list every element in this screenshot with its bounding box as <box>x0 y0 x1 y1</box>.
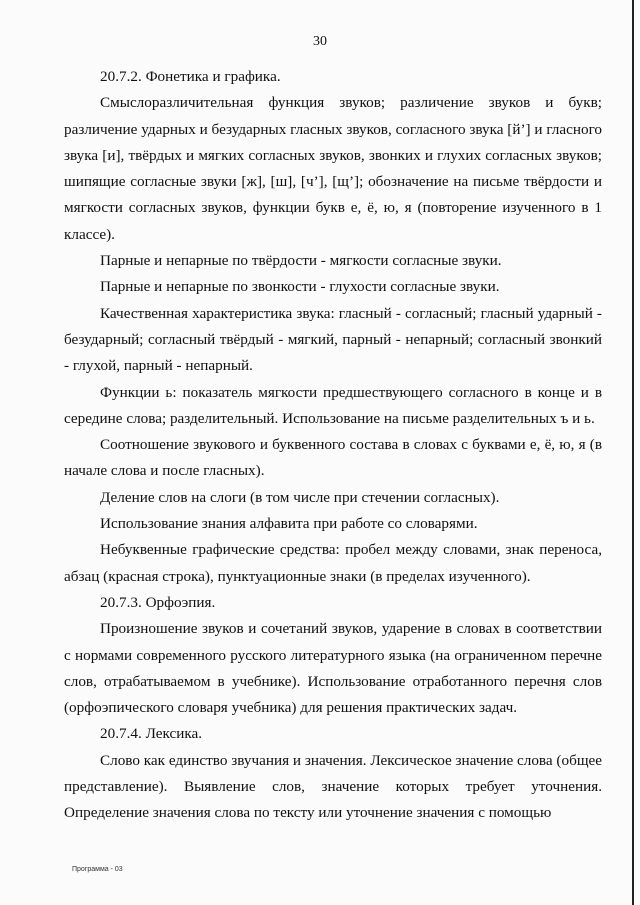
paragraph: Небуквенные графические средства: пробел между словами, знак переноса, абзац (красная строка), пунктуационные знаки (в пределах изученного). <box>64 541 602 585</box>
footer-program-label: Программа - 03 <box>72 866 123 873</box>
paragraph: Соотношение звукового и буквенного состава в словах с буквами е, ё, ю, я (в начале слова и после гласных). <box>64 436 602 480</box>
section-heading-lexicon: 20.7.4. Лексика. <box>100 725 203 743</box>
paragraph: Смыслоразличительная функция звуков; различение звуков и букв; различение ударных и безударных гласных звуков, согласного звука [й’] и гласного звука [и], твёрдых и мягких согласных звуков, звонких и глухих согласных звуков; шипящие согласные звуки [ж], [ш], [ч’], [щ’]; обозначение на письме твёрдости и мягкости согласных звуков, функции букв е, ё, ю, я (повторение изученного в 1 классе). <box>64 94 603 243</box>
paragraph: Парные и непарные по звонкости - глухости согласные звуки. <box>100 278 500 296</box>
body-text <box>64 64 602 827</box>
paragraph: Использование знания алфавита при работе со словарями. <box>100 515 478 533</box>
paragraph: Парные и непарные по твёрдости - мягкости согласные звуки. <box>100 252 502 270</box>
section-heading-phonetics: 20.7.2. Фонетика и графика. <box>100 68 281 85</box>
paragraph: Функции ь: показатель мягкости предшествующего согласного в конце и в середине слова; разделительный. Использование на письме разделительных ъ и ь. <box>64 383 602 427</box>
section-heading-orthoepy: 20.7.3. Орфоэпия. <box>100 593 216 611</box>
paragraph: Деление слов на слоги (в том числе при стечении согласных). <box>100 488 500 506</box>
paragraph: Произношение звуков и сочетаний звуков, ударение в словах в соответствии с нормами современного русского литературного языка (на ограниченном перечне слов, отрабатываемом в учебнике). Использование отработанного перечня слов (орфоэпического словаря учебника) для решения практических задач. <box>64 620 602 717</box>
paragraph: Качественная характеристика звука: гласный - согласный; гласный ударный - безударный; согласный твёрдый - мягкий, парный - непарный; согласный звонкий - глухой, парный - непарный. <box>64 304 602 375</box>
scan-edge-line <box>632 0 634 905</box>
paragraph: Слово как единство звучания и значения. Лексическое значение слова (общее представление). Выявление слов, значение которых требует уточнения. Определение значения слова по тексту или уточнение значения с помощью <box>64 751 602 822</box>
page-number: 30 <box>313 34 327 49</box>
